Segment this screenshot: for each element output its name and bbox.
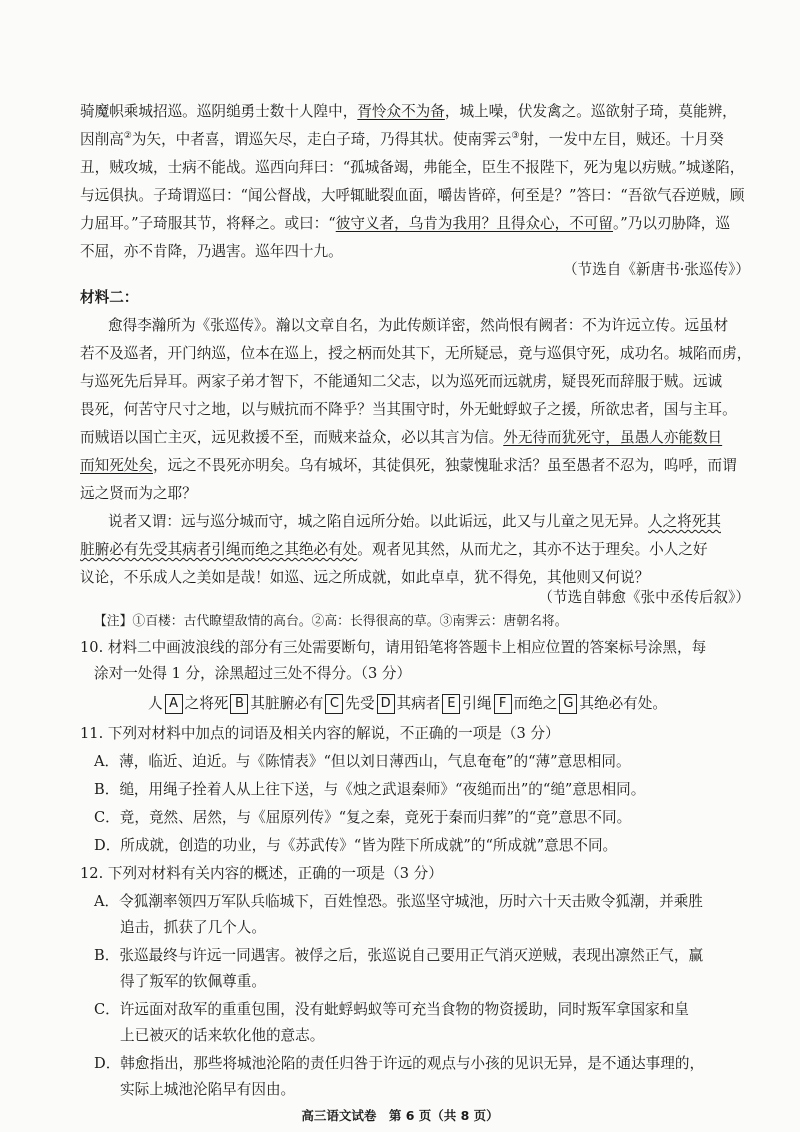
q12-option-a-line-1[interactable]: A．令狐潮率领四万军队兵临城下，百姓惶恐。张巡坚守城池，历时六十天击败令狐潮，并乘胜 (94, 893, 703, 910)
m1-line-2: 因削高②为矢，中者喜，谓巡矢尽，走白子琦，乃得其状。使南霁云③射，一发中左目，贼还。十月癸 (80, 131, 724, 148)
q10-box-a[interactable]: A (165, 694, 183, 714)
q12-stem: 12. 下列对材料有关内容的概述，正确的一项是（3 分） (80, 865, 443, 882)
q10-box-e[interactable]: E (442, 694, 460, 714)
q12-option-d-line-1[interactable]: D．韩愈指出，那些将城池沦陷的责任归咎于许远的观点与小孩的见识无异，是不通达事理的， (94, 1055, 705, 1072)
q10-seg: 引绳 (462, 695, 492, 712)
m1-line-3: 丑，贼攻城，士病不能战。巡西向拜曰：“孤城备竭，弗能全，臣生不报陛下，死为鬼以疠贼。”城遂陷， (80, 159, 745, 176)
q12-option-b-line-1[interactable]: B．张巡最终与许远一同遇害。被俘之后，张巡说自己要用正气消灭逆贼，表现出凛然正气，赢 (94, 947, 704, 964)
q10-seg: 其病者 (396, 695, 441, 712)
q10-segment-row (148, 694, 667, 714)
m2-line-6: 而知死处矣，远之不畏死亦明矣。乌有城坏，其徒俱死，独蒙愧耻求活？虽至愚者不忍为，呜呼，而谓 (80, 457, 737, 474)
q11-option-a[interactable]: A．薄，临近、迫近。与《陈情表》“但以刘日薄西山，气息奄奄”的“薄”意思相同。 (94, 753, 631, 770)
q10-box-g[interactable]: G (559, 694, 577, 714)
m1-line-5: 力屈耳。”子琦服其节，将释之。或曰：“彼守义者，乌肯为我用？且得众心，不可留。”乃以刃胁降，巡 (80, 215, 730, 232)
q11-option-d[interactable]: D．所成就，创造的功业，与《苏武传》“皆为陛下所成就”的“所成就”意思不同。 (94, 837, 618, 854)
q11-stem: 11. 下列对材料中加点的词语及相关内容的解说，不正确的一项是（3 分） (80, 725, 560, 742)
m2-line-1: 愈得李瀚所为《张巡传》。瀚以文章自名，为此传颇详密，然尚恨有阙者：不为许远立传。远虽材 (108, 317, 729, 334)
m2-source: （节选自韩愈《张中丞传后叙》） (538, 589, 750, 606)
m2-line-3: 与巡死先后异耳。两家子弟才智下，不能通知二父志，以为巡死而远就虏，疑畏死而辞服于贼。远诚 (80, 373, 723, 390)
m2-line-7: 远之贤而为之耶？ (80, 485, 197, 502)
q10-box-c[interactable]: C (325, 694, 343, 714)
q12-option-a-line-2[interactable]: 追击，抓获了几个人。 (120, 919, 266, 936)
footnote: 【注】①百楼：古代瞭望敌情的高台。②高：长得很高的草。③南霁云：唐朝名将。 (94, 614, 568, 629)
m2-heading: 材料二： (80, 289, 139, 306)
m2-line-4: 畏死，何苦守尺寸之地，以与贼抗而不降乎？当其围守时，外无蚍蜉蚁子之援，所欲忠者，国与主耳。 (80, 401, 737, 418)
m2-line-8: 说者又谓：远与巡分城而守，城之陷自远所分始。以此诟远，此又与儿童之见无异。人之将死其 (108, 513, 721, 530)
m1-line-4: 与远俱执。子琦谓巡曰：“闻公督战，大呼辄眦裂血面，嚼齿皆碎，何至是？”答曰：“吾欲气吞逆贼，顾 (80, 187, 745, 204)
q11-option-b[interactable]: B．缒，用绳子拴着人从上往下送，与《烛之武退秦师》“夜缒而出”的“缒”意思相同。 (94, 781, 646, 798)
q10-seg: 之将死 (184, 695, 229, 712)
q12-option-b-line-2[interactable]: 得了叛军的钦佩尊重。 (120, 973, 266, 990)
page-footer: 高三语文试卷 第 6 页（共 8 页） (301, 1108, 499, 1123)
q10-stem-1: 10. 材料二中画波浪线的部分有三处需要断句，请用铅笔将答题卡上相应位置的答案标号涂黑，每 (80, 639, 707, 656)
m2-line-5: 而贼语以国亡主灭，远见救援不至，而贼来益众，必以其言为信。外无待而犹死守，虽愚人亦能数日 (80, 429, 723, 446)
q10-box-b[interactable]: B (230, 694, 248, 714)
m2-line-10: 议论，不乐成人之美如是哉！如巡、远之所成就，如此卓卓，犹不得免，其他则又何说？ (80, 569, 650, 586)
q10-box-f[interactable]: F (494, 694, 512, 714)
m1-line-6: 不屈，亦不肯降，乃遇害。巡年四十九。 (80, 243, 343, 260)
m1-line-1: 骑魔帜乘城招巡。巡阴缒勇士数十人隍中，胥怜众不为备，城上噪，伏发禽之。巡欲射子琦，莫能辨， (80, 103, 737, 120)
q10-seg: 而绝之 (513, 695, 558, 712)
q12-option-d-line-2[interactable]: 实际上城池沦陷早有因由。 (120, 1081, 296, 1098)
q10-seg: 其脏腑必有 (250, 695, 324, 712)
m2-line-2: 若不及巡者，开门纳巡，位本在巡上，授之柄而处其下，无所疑忌，竟与巡俱守死，成功名。城陷而虏， (80, 345, 752, 362)
m1-source: （节选自《新唐书·张巡传》） (562, 261, 750, 278)
q10-stem-2: 涂对一处得 1 分，涂黑超过三处不得分。（3 分） (94, 665, 412, 682)
m2-line-9: 脏腑必有先受其病者引绳而绝之其绝必有处。观者见其然，从而尤之，其亦不达于理矣。小人之好 (80, 541, 708, 558)
q10-box-d[interactable]: D (377, 694, 395, 714)
q10-seg: 先受 (345, 695, 375, 712)
q10-seg: 其绝必有处。 (579, 695, 667, 712)
q12-option-c-line-1[interactable]: C．许远面对敌军的重重包围，没有蚍蜉蚂蚁等可充当食物的物资援助，同时叛军拿国家和皇 (94, 1001, 689, 1018)
q10-seg: 人 (148, 695, 163, 712)
q11-option-c[interactable]: C．竟，竟然、居然，与《屈原列传》“复之秦，竟死于秦而归葬”的“竟”意思不同。 (94, 809, 632, 826)
q12-option-c-line-2[interactable]: 上已被灭的话来软化他的意志。 (120, 1027, 325, 1044)
